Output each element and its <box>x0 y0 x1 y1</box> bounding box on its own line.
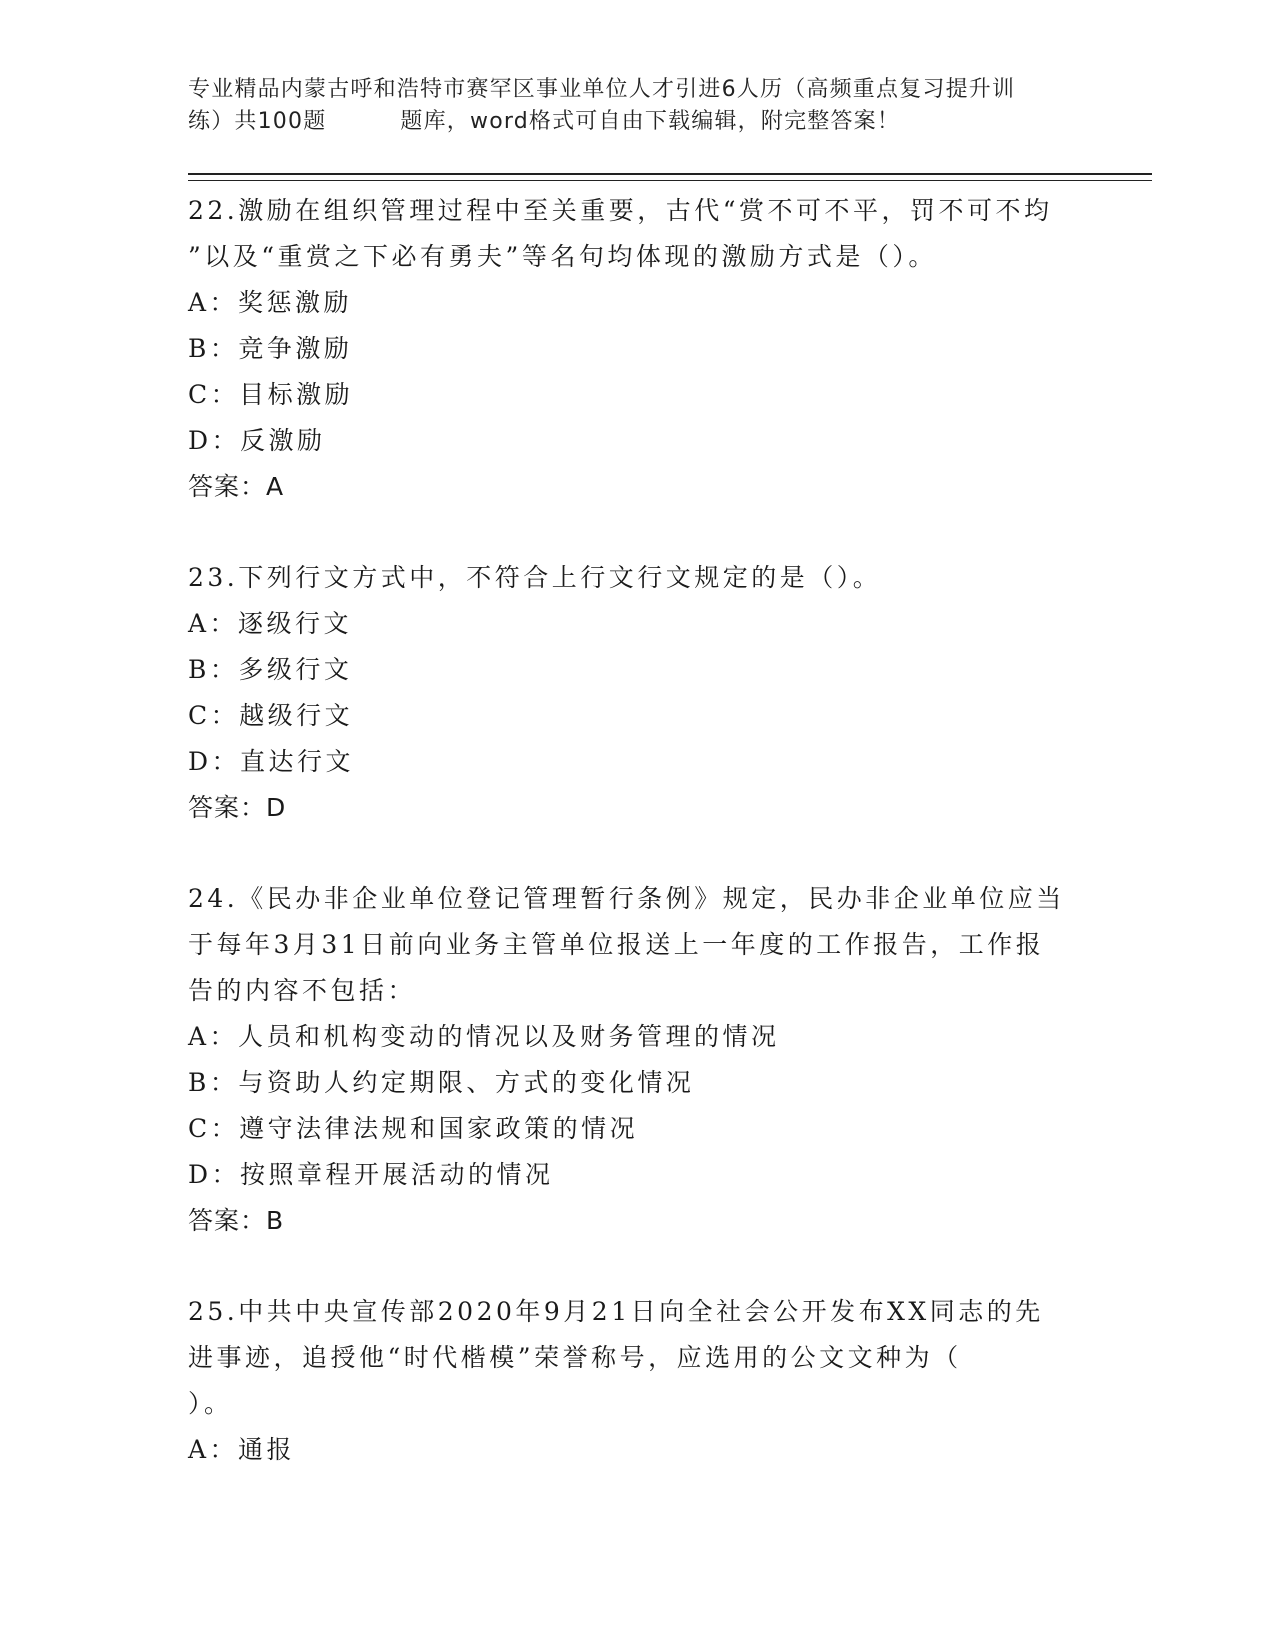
question-24 <box>188 876 1088 1244</box>
document-header <box>188 74 1088 138</box>
question-23 <box>188 555 1088 831</box>
question-stem-line: ”以及“重赏之下必有勇夫”等名句均体现的激励方式是（）。 <box>188 242 937 271</box>
question-stem-line: 25.中共中央宣传部2020年9月21日向全社会公开发布XX同志的先 <box>188 1297 1044 1326</box>
question-25 <box>188 1289 1088 1473</box>
option-a: A：奖惩激励 <box>188 288 353 317</box>
question-list <box>188 188 1088 1518</box>
option-a: A：通报 <box>188 1435 296 1464</box>
option-c: C：遵守法律法规和国家政策的情况 <box>188 1114 639 1143</box>
option-d: D：直达行文 <box>188 747 355 776</box>
option-b: B：多级行文 <box>188 655 353 684</box>
question-22 <box>188 188 1088 510</box>
option-c: C：越级行文 <box>188 701 354 730</box>
question-stem-line: 24.《民办非企业单位登记管理暂行条例》规定，民办非企业单位应当 <box>188 884 1065 913</box>
header-line-2 <box>188 106 1088 138</box>
question-stem-line: 22.激励在组织管理过程中至关重要，古代“赏不可不平，罚不可不均 <box>188 196 1053 225</box>
question-stem-line: 进事迹，追授他“时代楷模”荣誉称号，应选用的公文文种为（ <box>188 1343 962 1372</box>
option-a: A：逐级行文 <box>188 609 353 638</box>
answer-line: 答案：D <box>188 793 287 822</box>
header-divider-thick <box>188 173 1152 175</box>
option-c: C：目标激励 <box>188 380 354 409</box>
question-stem-line: 23.下列行文方式中，不符合上行文行文规定的是（）。 <box>188 563 882 592</box>
option-a: A：人员和机构变动的情况以及财务管理的情况 <box>188 1022 780 1051</box>
option-b: B：与资助人约定期限、方式的变化情况 <box>188 1068 695 1097</box>
answer-line: 答案：B <box>188 1206 285 1235</box>
header-line-2-part-1: 练）共100题 <box>188 109 327 134</box>
option-d: D：反激励 <box>188 426 326 455</box>
answer-line: 答案：A <box>188 472 285 501</box>
header-line-2-part-2: 题库，word格式可自由下载编辑，附完整答案！ <box>400 109 901 134</box>
question-stem-line: ）。 <box>188 1389 233 1418</box>
option-b: B：竞争激励 <box>188 334 353 363</box>
header-divider-thin <box>188 180 1152 181</box>
question-stem-line: 告的内容不包括： <box>188 976 417 1005</box>
option-d: D：按照章程开展活动的情况 <box>188 1160 554 1189</box>
question-stem-line: 于每年3月31日前向业务主管单位报送上一年度的工作报告，工作报 <box>188 930 1045 959</box>
header-line-1: 专业精品内蒙古呼和浩特市赛罕区事业单位人才引进6人历（高频重点复习提升训 <box>188 77 1016 102</box>
